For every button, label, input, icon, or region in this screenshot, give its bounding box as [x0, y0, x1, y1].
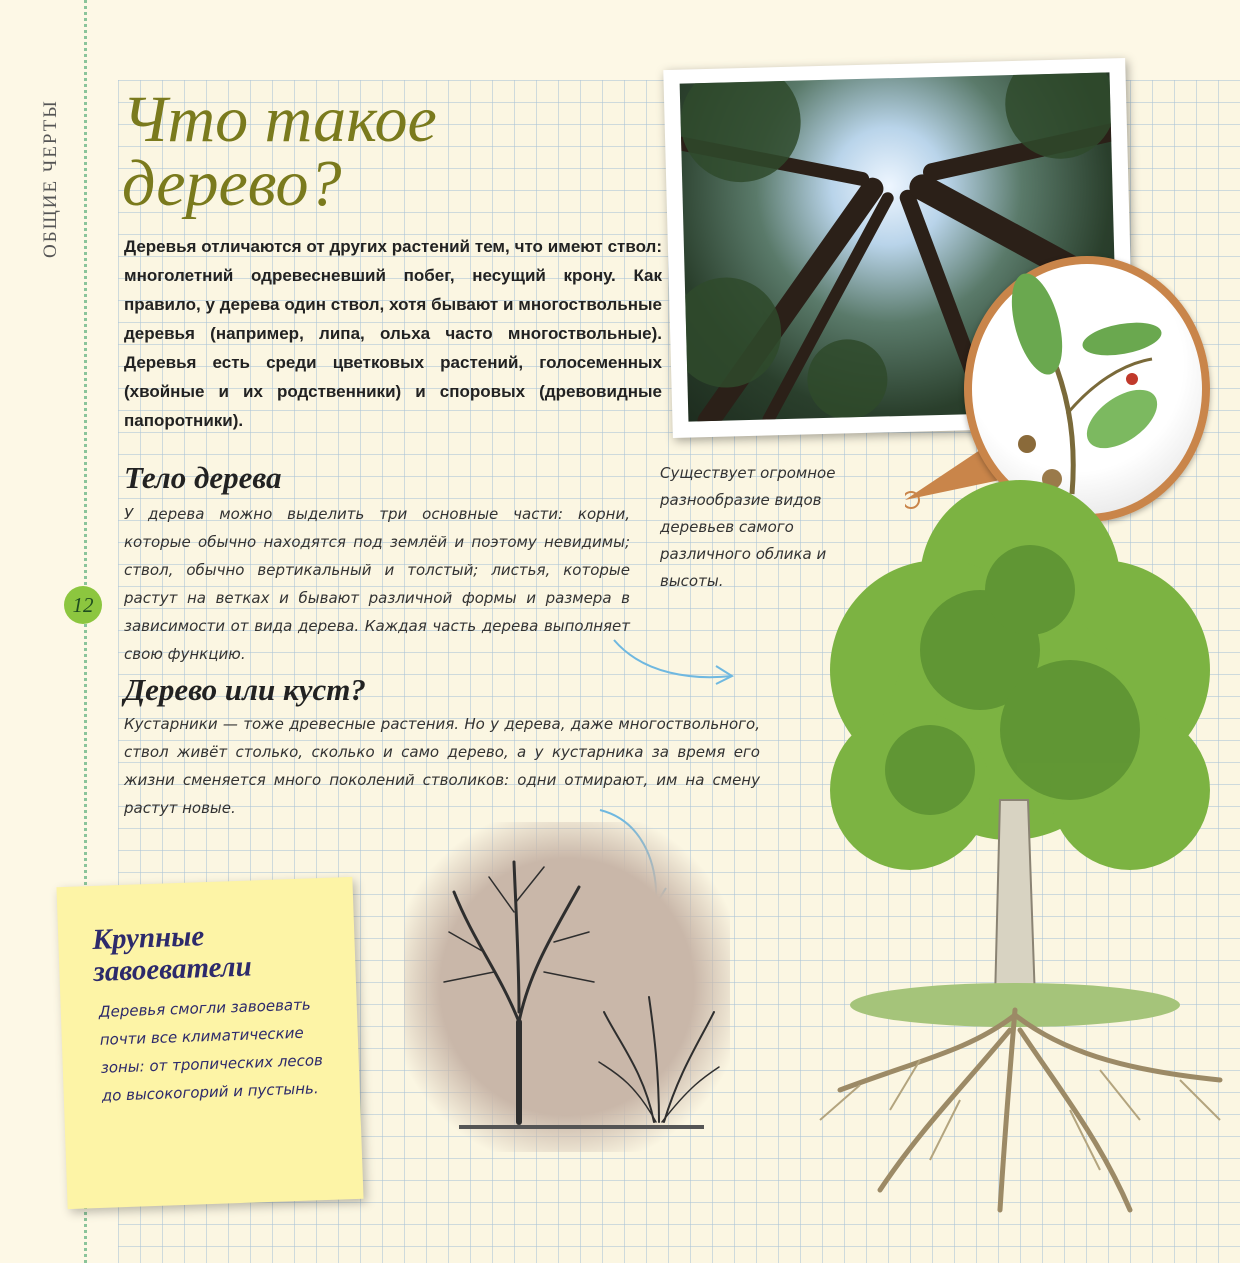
tree-vs-bush-sketch — [404, 822, 730, 1152]
sticky-note — [56, 877, 363, 1209]
section-side-label: ОБЩИЕ ЧЕРТЫ — [40, 99, 61, 258]
sticky-note-title: Крупные завоеватели — [91, 920, 253, 989]
intro-paragraph: Деревья отличаются от других растений тем, что имеют ствол: многолетний одревесневший побег, несущий крону. Как правило, у дерева один ствол, хотя бывают и многоствольные деревья (например, липа, ольха часто многоствольные). Деревья есть среди цветковых растений, голосеменных (хвойные и их родственники) и споровых (древовидные папоротники). — [124, 237, 662, 430]
arrow-to-tree-icon — [604, 630, 744, 690]
bare-tree-and-bush-icon — [404, 822, 730, 1152]
section-text-tree-or-bush: Кустарники — тоже древесные растения. Но у дерева, даже многоствольного, ствол живёт столько, сколько и само дерево, а у кустарника за время его жизни сменяется много поколений стволиков: одни отмирают, им на смену растут новые. — [124, 715, 760, 817]
section-heading-tree-or-bush: Дерево или куст? — [124, 672, 366, 707]
section-heading-tree-body: Тело дерева — [124, 460, 282, 495]
tree-illustration — [800, 470, 1240, 1230]
page-number-badge: 12 — [64, 586, 102, 624]
leaf-branch-icon — [972, 264, 1186, 498]
section-text-tree-body: У дерева можно выделить три основные части: корни, которые обычно находятся под землёй и поэтому невидимы; ствол, обычно вертикальный и толстый; листья, которые растут на ветках и бывают различной формы и размера в зависимости от вида дерева. Каждая часть дерева выполняет свою функцию. — [124, 505, 630, 663]
page-title: Что такое дерево? — [122, 83, 437, 220]
sticky-note-text: Деревья смогли завоевать почти все климатические зоны: от тропических лесов до высокогорий и пустынь. — [98, 995, 324, 1105]
tree-caption: Существует огромное разнообразие видов деревьев самого различного облика и высоты. — [660, 464, 836, 590]
